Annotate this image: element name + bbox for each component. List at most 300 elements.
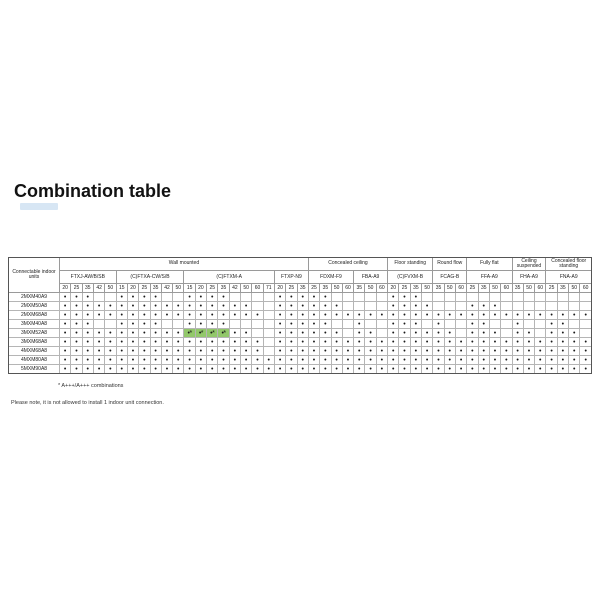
dot-cell: •	[286, 302, 297, 311]
size-header: 50	[105, 284, 116, 293]
dot-cell: •	[229, 311, 240, 320]
dot-cell: •	[354, 320, 365, 329]
dot-cell: •	[422, 356, 433, 365]
dot-cell: •	[286, 311, 297, 320]
empty-cell	[252, 302, 263, 311]
dot-cell: •	[127, 365, 138, 374]
size-header: 71	[263, 284, 274, 293]
dot-cell: •	[433, 311, 444, 320]
header-row-models	[9, 271, 592, 284]
model-header: (C)FTXM-A	[184, 271, 275, 284]
empty-cell	[523, 293, 534, 302]
dot-cell: •	[501, 311, 512, 320]
dot-cell: •	[331, 356, 342, 365]
empty-cell	[501, 320, 512, 329]
dot-cell: •	[557, 347, 568, 356]
dot-cell: •	[184, 320, 195, 329]
dot-cell: •	[557, 320, 568, 329]
dot-cell: •	[557, 338, 568, 347]
dot-cell: •	[342, 311, 353, 320]
dot-cell: •	[150, 293, 161, 302]
empty-cell	[365, 320, 376, 329]
dot-cell: •	[218, 365, 229, 374]
dot-cell: •	[207, 311, 218, 320]
dot-cell: •	[139, 329, 150, 338]
dot-cell: •	[252, 347, 263, 356]
size-header: 60	[252, 284, 263, 293]
table-row	[9, 347, 592, 356]
size-header: 20	[60, 284, 71, 293]
dot-cell: •	[218, 293, 229, 302]
empty-cell	[433, 293, 444, 302]
size-header: 35	[433, 284, 444, 293]
dot-cell: •	[444, 311, 455, 320]
size-header: 20	[195, 284, 206, 293]
dot-cell: •	[286, 347, 297, 356]
empty-cell	[523, 302, 534, 311]
empty-cell	[173, 293, 184, 302]
dot-cell: •	[229, 329, 240, 338]
empty-cell	[376, 329, 387, 338]
dot-cell: •	[546, 311, 557, 320]
size-header: 15	[116, 284, 127, 293]
empty-cell	[444, 320, 455, 329]
dot-cell: •	[150, 365, 161, 374]
dot-cell: •	[105, 347, 116, 356]
empty-cell	[342, 293, 353, 302]
dot-cell: •	[161, 347, 172, 356]
empty-cell	[455, 320, 466, 329]
dot-cell: •	[376, 356, 387, 365]
dot-cell: •	[82, 329, 93, 338]
dot-cell: •	[523, 311, 534, 320]
dot-cell: •	[105, 365, 116, 374]
dot-cell: •	[218, 356, 229, 365]
dot-cell: •	[195, 347, 206, 356]
dot-cell: •	[274, 356, 285, 365]
dot-cell: •	[376, 365, 387, 374]
dot-cell: •	[512, 365, 523, 374]
dot-cell: •	[60, 320, 71, 329]
dot-cell: •	[569, 356, 580, 365]
dot-cell: •	[195, 356, 206, 365]
dot-cell: •	[308, 356, 319, 365]
dot-cell: •	[365, 347, 376, 356]
empty-cell	[422, 293, 433, 302]
dot-cell: •	[444, 338, 455, 347]
dot-cell: •	[354, 329, 365, 338]
dot-cell: •	[241, 365, 252, 374]
size-header: 20	[127, 284, 138, 293]
size-header: 60	[455, 284, 466, 293]
table-row	[9, 302, 592, 311]
row-model-label: 4MXM80A8	[9, 356, 60, 365]
empty-cell	[523, 320, 534, 329]
empty-cell	[161, 293, 172, 302]
empty-cell	[546, 302, 557, 311]
dot-cell: •	[478, 302, 489, 311]
dot-cell: •	[501, 356, 512, 365]
dot-cell: •	[116, 329, 127, 338]
group-header: Floor standing	[388, 258, 433, 271]
empty-cell	[252, 329, 263, 338]
dot-cell: •	[173, 347, 184, 356]
dot-cell: •	[139, 356, 150, 365]
dot-cell: •	[105, 338, 116, 347]
dot-cell: •	[422, 302, 433, 311]
dot-cell: •	[286, 320, 297, 329]
dot-cell: •	[433, 329, 444, 338]
dot-cell: •	[150, 311, 161, 320]
empty-cell	[93, 293, 104, 302]
dot-cell: •	[455, 311, 466, 320]
dot-cell: •	[60, 311, 71, 320]
dot-cell: •	[342, 347, 353, 356]
empty-cell	[501, 293, 512, 302]
dot-cell: •	[82, 356, 93, 365]
dot-cell: •	[478, 347, 489, 356]
dot-cell: •	[150, 356, 161, 365]
dot-cell: •	[116, 365, 127, 374]
dot-cell: •	[105, 356, 116, 365]
dot-cell: •	[82, 338, 93, 347]
empty-cell	[241, 320, 252, 329]
empty-cell	[93, 320, 104, 329]
empty-cell	[342, 329, 353, 338]
dot-cell: •	[116, 302, 127, 311]
size-header: 25	[71, 284, 82, 293]
dot-cell: •	[195, 338, 206, 347]
dot-cell: •	[501, 365, 512, 374]
dot-cell: •	[388, 311, 399, 320]
dot-cell: •	[207, 356, 218, 365]
size-header: 25	[286, 284, 297, 293]
dot-cell: •	[297, 302, 308, 311]
dot-cell: •	[433, 356, 444, 365]
empty-cell	[580, 293, 592, 302]
dot-cell: •	[82, 311, 93, 320]
dot-cell: •	[308, 347, 319, 356]
empty-cell	[580, 302, 592, 311]
dot-cell: •	[342, 365, 353, 374]
dot-cell: •	[173, 311, 184, 320]
dot-cell: •	[252, 338, 263, 347]
dot-cell: •	[501, 338, 512, 347]
empty-cell	[455, 302, 466, 311]
empty-cell	[580, 320, 592, 329]
dot-cell: •	[388, 320, 399, 329]
dot-cell: •	[184, 302, 195, 311]
dot-cell: •	[523, 356, 534, 365]
dot-cell: •	[354, 356, 365, 365]
size-header: 60	[580, 284, 592, 293]
size-header: 60	[376, 284, 387, 293]
model-header: FBA-A9	[354, 271, 388, 284]
row-model-label: 2MXM68A8	[9, 311, 60, 320]
size-header: 50	[173, 284, 184, 293]
dot-cell: •	[467, 329, 478, 338]
dot-cell: •	[331, 365, 342, 374]
dot-cell: •	[308, 302, 319, 311]
dot-cell: •	[286, 338, 297, 347]
dot-cell: •	[535, 338, 546, 347]
dot-cell: •	[286, 293, 297, 302]
empty-cell	[252, 293, 263, 302]
dot-cell: •	[93, 302, 104, 311]
dot-cell: •	[207, 365, 218, 374]
dot-cell: •	[489, 356, 500, 365]
empty-cell	[241, 293, 252, 302]
empty-cell	[489, 293, 500, 302]
row-model-label: 3MXM52A8	[9, 329, 60, 338]
empty-cell	[263, 311, 274, 320]
size-header: 20	[388, 284, 399, 293]
empty-cell	[263, 329, 274, 338]
dot-cell: •	[161, 302, 172, 311]
size-header: 35	[410, 284, 421, 293]
dot-cell: •	[139, 320, 150, 329]
header-row-groups	[9, 258, 592, 271]
dot-cell: •	[489, 302, 500, 311]
empty-cell	[331, 293, 342, 302]
size-header: 60	[342, 284, 353, 293]
dot-cell: •	[60, 347, 71, 356]
dot-cell: •	[82, 293, 93, 302]
dot-cell: •	[354, 338, 365, 347]
model-header: FFA-A9	[467, 271, 512, 284]
empty-cell	[535, 329, 546, 338]
size-header: 50	[444, 284, 455, 293]
dot-cell: •	[365, 356, 376, 365]
empty-cell	[444, 302, 455, 311]
dot-cell: •	[320, 329, 331, 338]
dot-cell: •	[399, 320, 410, 329]
dot-cell: •	[489, 347, 500, 356]
dot-cell: •	[376, 311, 387, 320]
empty-cell	[354, 293, 365, 302]
dot-cell: •	[422, 338, 433, 347]
highlight-artifact	[20, 203, 58, 210]
dot-cell: •	[274, 347, 285, 356]
dot-cell: •	[410, 302, 421, 311]
dot-cell: •	[274, 365, 285, 374]
dot-cell: •	[173, 365, 184, 374]
dot-cell: •	[342, 356, 353, 365]
dot-cell: •	[455, 356, 466, 365]
dot-cell: •	[218, 302, 229, 311]
dot-cell: •	[523, 347, 534, 356]
dot-cell: •	[320, 320, 331, 329]
dot-cell: •	[478, 320, 489, 329]
footnote-combinations: * A+++/A+++ combinations	[58, 383, 124, 389]
dot-cell: •	[546, 347, 557, 356]
dot-cell: •	[365, 329, 376, 338]
dot-cell: •	[297, 329, 308, 338]
empty-cell	[263, 320, 274, 329]
dot-cell: •	[410, 320, 421, 329]
dot-cell: •	[60, 365, 71, 374]
dot-cell: •	[388, 338, 399, 347]
dot-cell: •	[241, 311, 252, 320]
empty-cell	[569, 293, 580, 302]
dot-cell: •	[60, 302, 71, 311]
dot-cell: •	[274, 302, 285, 311]
dot-cell: •	[161, 338, 172, 347]
dot-cell: •	[354, 365, 365, 374]
dot-cell: •	[478, 338, 489, 347]
dot-cell: •	[546, 320, 557, 329]
dot-cell: •	[342, 338, 353, 347]
dot-cell: •	[354, 311, 365, 320]
dot-cell: •	[297, 365, 308, 374]
table-row	[9, 293, 592, 302]
dot-cell: •	[184, 347, 195, 356]
group-header: Ceiling suspended	[512, 258, 546, 271]
dot-cell: •	[139, 365, 150, 374]
dot-cell: •	[580, 338, 592, 347]
size-header: 25	[139, 284, 150, 293]
model-header: FTXP-N9	[274, 271, 308, 284]
dot-cell: •	[410, 329, 421, 338]
dot-cell: •	[82, 365, 93, 374]
corner-header: Connectable indoor units	[9, 258, 60, 293]
dot-cell: •	[478, 365, 489, 374]
dot-cell: •	[127, 338, 138, 347]
dot-cell: •	[512, 347, 523, 356]
dot-cell: •	[229, 356, 240, 365]
dot-cell: •	[71, 365, 82, 374]
empty-cell	[455, 293, 466, 302]
dot-cell: •	[116, 311, 127, 320]
dot-cell: •	[388, 293, 399, 302]
dot-cell: •	[82, 347, 93, 356]
dot-cell: •	[320, 356, 331, 365]
empty-cell	[455, 329, 466, 338]
size-header: 60	[535, 284, 546, 293]
dot-cell: •	[388, 329, 399, 338]
highlight-cell: •*	[218, 329, 229, 338]
dot-cell: •	[218, 347, 229, 356]
dot-cell: •	[241, 338, 252, 347]
dot-cell: •	[320, 302, 331, 311]
dot-cell: •	[523, 329, 534, 338]
dot-cell: •	[580, 365, 592, 374]
dot-cell: •	[535, 311, 546, 320]
dot-cell: •	[433, 365, 444, 374]
dot-cell: •	[433, 347, 444, 356]
table-header	[9, 258, 592, 293]
size-header: 35	[297, 284, 308, 293]
dot-cell: •	[365, 311, 376, 320]
dot-cell: •	[557, 311, 568, 320]
empty-cell	[557, 302, 568, 311]
empty-cell	[354, 302, 365, 311]
dot-cell: •	[127, 347, 138, 356]
dot-cell: •	[444, 365, 455, 374]
dot-cell: •	[569, 311, 580, 320]
size-header: 50	[489, 284, 500, 293]
dot-cell: •	[410, 311, 421, 320]
size-header: 42	[161, 284, 172, 293]
dot-cell: •	[410, 356, 421, 365]
dot-cell: •	[116, 320, 127, 329]
row-model-label: 2MXM50A8	[9, 302, 60, 311]
dot-cell: •	[455, 347, 466, 356]
dot-cell: •	[376, 338, 387, 347]
dot-cell: •	[105, 329, 116, 338]
dot-cell: •	[184, 338, 195, 347]
group-header: Fully flat	[467, 258, 512, 271]
model-header: FDXM-F9	[308, 271, 353, 284]
dot-cell: •	[195, 365, 206, 374]
empty-cell	[331, 320, 342, 329]
dot-cell: •	[263, 365, 274, 374]
size-header: 15	[184, 284, 195, 293]
row-model-label: 4MXM68A8	[9, 347, 60, 356]
dot-cell: •	[139, 302, 150, 311]
size-header: 50	[241, 284, 252, 293]
dot-cell: •	[354, 347, 365, 356]
dot-cell: •	[93, 311, 104, 320]
empty-cell	[263, 293, 274, 302]
dot-cell: •	[478, 329, 489, 338]
dot-cell: •	[422, 365, 433, 374]
empty-cell	[433, 302, 444, 311]
dot-cell: •	[161, 365, 172, 374]
empty-cell	[557, 293, 568, 302]
dot-cell: •	[173, 338, 184, 347]
empty-cell	[569, 320, 580, 329]
table-row	[9, 329, 592, 338]
dot-cell: •	[274, 293, 285, 302]
dot-cell: •	[207, 320, 218, 329]
size-header: 50	[331, 284, 342, 293]
empty-cell	[422, 320, 433, 329]
dot-cell: •	[433, 338, 444, 347]
group-header: Round flow	[433, 258, 467, 271]
dot-cell: •	[444, 347, 455, 356]
size-header: 35	[512, 284, 523, 293]
dot-cell: •	[60, 338, 71, 347]
dot-cell: •	[467, 365, 478, 374]
dot-cell: •	[489, 329, 500, 338]
dot-cell: •	[388, 356, 399, 365]
dot-cell: •	[399, 338, 410, 347]
dot-cell: •	[82, 302, 93, 311]
dot-cell: •	[557, 365, 568, 374]
dot-cell: •	[274, 320, 285, 329]
size-header: 20	[274, 284, 285, 293]
dot-cell: •	[297, 320, 308, 329]
dot-cell: •	[286, 356, 297, 365]
dot-cell: •	[444, 329, 455, 338]
size-header: 35	[478, 284, 489, 293]
dot-cell: •	[195, 293, 206, 302]
dot-cell: •	[116, 356, 127, 365]
empty-cell	[161, 320, 172, 329]
header-row-sizes	[9, 284, 592, 293]
group-header: Wall mounted	[60, 258, 309, 271]
empty-cell	[376, 293, 387, 302]
dot-cell: •	[467, 311, 478, 320]
dot-cell: •	[207, 293, 218, 302]
model-header: FCAG-B	[433, 271, 467, 284]
dot-cell: •	[320, 365, 331, 374]
dot-cell: •	[93, 347, 104, 356]
dot-cell: •	[274, 311, 285, 320]
dot-cell: •	[523, 365, 534, 374]
dot-cell: •	[161, 329, 172, 338]
